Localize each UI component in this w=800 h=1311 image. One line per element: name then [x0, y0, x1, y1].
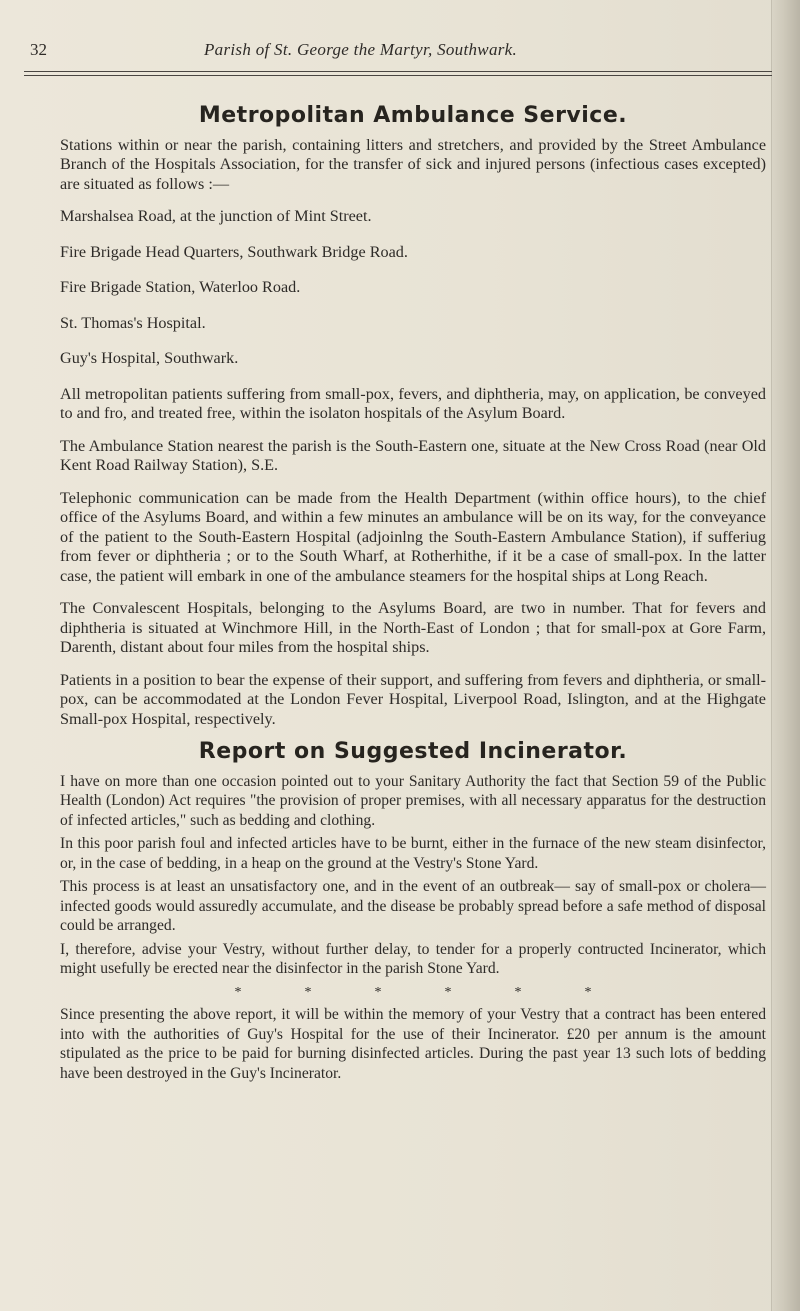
section-title-ambulance: Metropolitan Ambulance Service.	[198, 103, 628, 128]
station-item: Fire Brigade Station, Waterloo Road.	[60, 278, 301, 296]
report-paragraph: I have on more than one occasion pointed out to your Sanitary Authority the fact that Section 59 of the Public Health (London) Act requires "the provision of proper premises, with all necessary apparatus for the destruction of infected articles," such as bedding and clothing.	[60, 772, 766, 829]
station-list	[60, 207, 766, 369]
section-title-incinerator: Report on Suggested Incinerator.	[198, 739, 628, 764]
ambulance-paragraph: The Convalescent Hospitals, belonging to the Asylums Board, are two in number. That for fevers and diphtheria is situated at Winchmore Hill, in the North-East of London ; that for small-pox at Gore Farm, Darenth, distant about four miles from the hospital ships.	[60, 599, 766, 656]
station-item: Guy's Hospital, Southwark.	[60, 349, 239, 367]
asterisk: *	[444, 984, 452, 1000]
report-paragraph: I, therefore, advise your Vestry, without further delay, to tender for a properly contructed Incinerator, which might usefully be erected near the disinfector in the parish Stone Yard.	[60, 940, 766, 977]
ambulance-paragraph: The Ambulance Station nearest the parish is the South-Eastern one, situate at the New Cross Road (near Old Kent Road Railway Station), S.E.	[60, 436, 766, 474]
incinerator-report	[60, 772, 766, 1084]
asterisk: *	[374, 984, 382, 1000]
page-number: 32	[30, 40, 47, 59]
asterisk-separator	[60, 983, 766, 1003]
asterisk: *	[304, 984, 312, 1000]
asterisk: *	[584, 984, 592, 1000]
report-paragraph: This process is at least an unsatisfactory one, and in the event of an outbreak— say of small-pox or cholera—infected goods would assuredly accumulate, and the disease be probably spread before a safe method of disposal could be arranged.	[60, 878, 766, 934]
ambulance-paragraph: Telephonic communication can be made from the Health Department (within office hours), to the chief office of the Asylums Board, and within a few minutes an ambulance will be on its way, for the conveyance of the patient to the South-Eastern Hospital (adjoinlng the South-Eastern Ambulance Station), if sufferiug from fever or diphtheria ; or to the South Wharf, at Rotherhithe, if it be a case of small-pox. In the latter case, the patient will embark in one of the ambulance steamers for the hospital ships at Long Reach.	[60, 488, 766, 585]
report-paragraph: In this poor parish foul and infected articles have to be burnt, either in the furnace of the new steam disinfector, or, in the case of bedding, in a heap on the ground at the Vestry's Stone Yard.	[60, 835, 766, 872]
report-postscript: Since presenting the above report, it will be within the memory of your Vestry that a contract has been entered into with the authorities of Guy's Hospital for the use of their Incinerator. £20 per annum is the amount stipulated as the price to be paid for burning disinfected articles. During the past year 13 such lots of bedding have been destroyed in the Guy's Incinerator.	[60, 1006, 766, 1082]
page-body	[60, 98, 766, 1087]
asterisk: *	[234, 984, 242, 1000]
page-edge	[771, 0, 800, 1311]
running-title: Parish of St. George the Martyr, Southwark.	[204, 40, 518, 59]
ambulance-intro: Stations within or near the parish, containing litters and stretchers, and provided by the Street Ambulance Branch of the Hospitals Association, for the transfer of sick and injured persons (infectious cases excepted) are situated as follows :—	[60, 135, 766, 193]
ambulance-paragraph: Patients in a position to bear the expense of their support, and suffering from fevers and diphtheria, or small-pox, can be accommodated at the London Fever Hospital, Liverpool Road, Islington, and at the Highgate Small-pox Hospital, respectively.	[60, 670, 766, 728]
station-item: St. Thomas's Hospital.	[60, 313, 206, 332]
header-rule-top	[24, 71, 772, 72]
ambulance-paragraph: All metropolitan patients suffering from small-pox, fevers, and diphtheria, may, on application, be conveyed to and fro, and treated free, within the isolaton hospitals of the Asylum Board.	[60, 384, 766, 422]
page-header	[30, 40, 770, 64]
station-item: Marshalsea Road, at the junction of Mint Street.	[60, 207, 372, 225]
station-item: Fire Brigade Head Quarters, Southwark Bridge Road.	[60, 242, 408, 261]
asterisk: *	[514, 984, 522, 1000]
header-rule-bottom	[24, 75, 772, 76]
